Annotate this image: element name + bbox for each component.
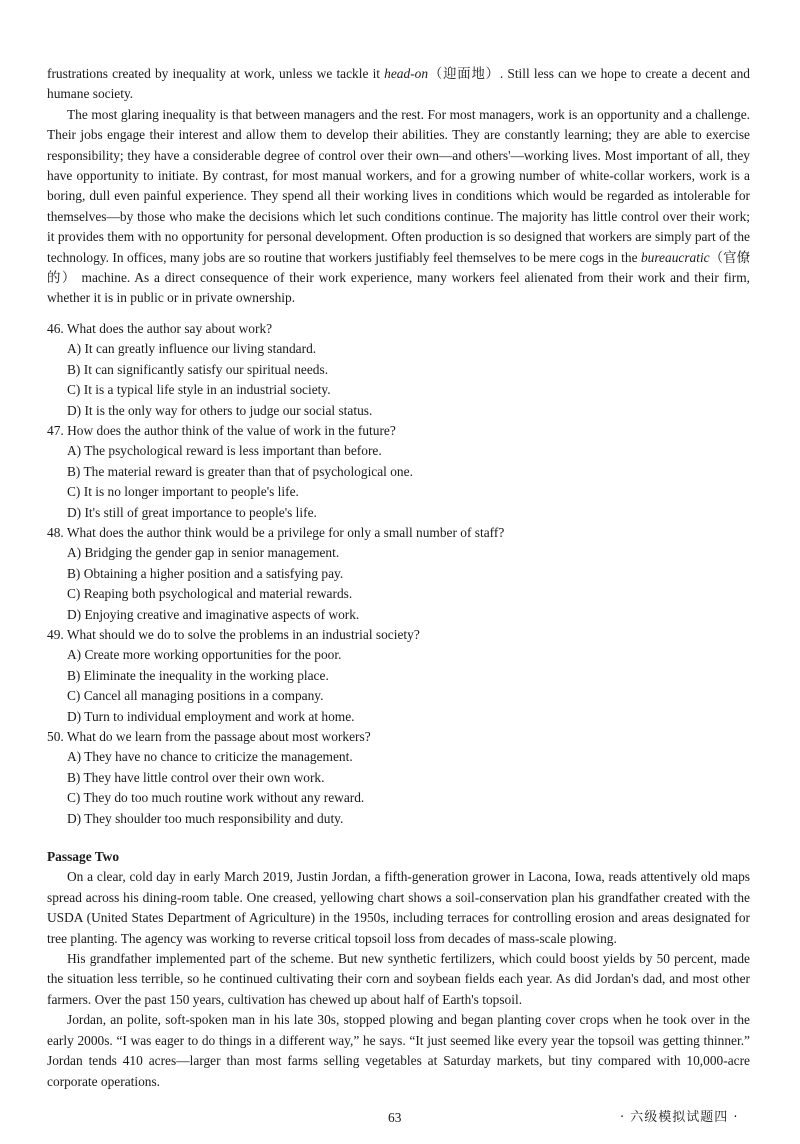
question-stem: 47. How does the author think of the value of work in the future? [47, 422, 396, 438]
question-stem: 48. What does the author think would be a privilege for only a small number of staff? [47, 524, 505, 540]
option-b: B) It can significantly satisfy our spiritual needs. [67, 361, 329, 377]
option-a: A) Bridging the gender gap in senior management. [67, 545, 340, 561]
passage1-paragraph-tail: frustrations created by inequality at work, unless we tackle it head-on（迎面地）. Still less can we hope to create a decent and humane society. [47, 66, 751, 102]
option-a: A) Create more working opportunities for the poor. [67, 647, 342, 663]
question-49 [47, 625, 750, 727]
gloss-head-on: （迎面地） [428, 66, 500, 81]
term-head-on: head-on [384, 66, 429, 81]
option-a: A) It can greatly influence our living standard. [67, 341, 317, 357]
question-stem: 46. What does the author say about work? [47, 320, 273, 336]
option-b: B) The material reward is greater than that of psychological one. [67, 463, 413, 479]
page-footer [0, 1108, 800, 1128]
option-d: D) It is the only way for others to judge our social status. [67, 402, 373, 418]
page-number: 63 [388, 1110, 402, 1125]
option-d: D) Enjoying creative and imaginative aspects of work. [67, 606, 360, 622]
passage1-paragraph-2: The most glaring inequality is that between managers and the rest. For most managers, work is an opportunity and a challenge. Their jobs engage their interest and allow them to develop their abilities. They are constantly learning; they are able to exercise responsibility; they have a considerable degree of control over their own—and others'—working lives. Most important of all, they have opportunity to initiate. By contrast, for most manual workers, and for a growing number of white-collar workers, work is a boring, dull even painful experience. They spend all their working lives in conditions which would be regarded as intolerable for themselves—by those who make the decisions which let such conditions continue. The majority has little control over their work; it provides them with no opportunity for personal development. Often production is so designed that workers are simply part of the technology. In offices, many jobs are so routine that workers justifiably feel themselves to be mere cogs in the bureaucratic（官僚的） machine. As a direct consequence of their work experience, many workers feel alienated from their work and their firm, whether it is in public or in private ownership. [47, 106, 751, 306]
question-50 [47, 727, 750, 829]
passage2-paragraph-3: Jordan, an polite, soft-spoken man in his late 30s, stopped plowing and began planting cover crops when he took over in the early 2000s. “I was eager to do things in a different way,” he says. “It just seemed like every year the topsoil was getting thinner.” Jordan tends 410 acres—larger than most farms selling vegetables at Saturday markets, but tiny compared with 10,000-acre corporate operations. [47, 1012, 750, 1089]
option-a: A) They have no chance to criticize the management. [67, 749, 353, 765]
option-d: D) Turn to individual employment and work at home. [67, 708, 355, 724]
option-d: D) They shoulder too much responsibility and duty. [67, 810, 344, 826]
option-b: B) Obtaining a higher position and a satisfying pay. [67, 565, 344, 581]
question-list [47, 319, 750, 829]
option-c: C) They do too much routine work without any reward. [67, 790, 365, 806]
passage2-paragraph-2: His grandfather implemented part of the scheme. But new synthetic fertilizers, which could boost yields by 50 percent, made the situation less terrible, so he continued cultivating their corn and soybean fields each year. As did Jordan's dad, and most other farmers. Over the past 150 years, cultivation has chewed up about half of Earth's topsoil. [47, 951, 750, 1007]
option-a: A) The psychological reward is less important than before. [67, 443, 382, 459]
question-stem: 50. What do we learn from the passage about most workers? [47, 729, 371, 744]
option-c: C) It is a typical life style in an industrial society. [67, 382, 331, 398]
question-46 [47, 319, 750, 421]
series-label: · 六级模拟试题四 · [620, 1110, 739, 1125]
term-bureaucratic: bureaucratic [640, 249, 710, 265]
page-content [47, 64, 750, 1092]
question-47 [47, 421, 750, 523]
passage2-paragraph-1: On a clear, cold day in early March 2019, Justin Jordan, a fifth-generation grower in Lacona, Iowa, reads attentively old maps spread across his dining-room table. One creased, yellowing chart shows a soil-conservation plan his grandfather created with the USDA (United States Department of Agriculture) in the 1950s, including terraces for controlling erosion and areas designated for tree planting. The agency was working to reverse critical topsoil loss from decades of mass-scale plowing. [47, 869, 750, 946]
option-c: C) Reaping both psychological and material rewards. [67, 586, 353, 602]
question-stem: 49. What should we do to solve the problems in an industrial society? [47, 626, 420, 642]
gloss-bureaucratic: （官僚的） [47, 249, 751, 286]
option-d: D) It's still of great importance to people's life. [67, 504, 317, 520]
option-b: B) They have little control over their own work. [67, 769, 325, 785]
passage-two-title: Passage Two [47, 849, 120, 865]
option-c: C) Cancel all managing positions in a company. [67, 688, 324, 704]
option-b: B) Eliminate the inequality in the working place. [67, 667, 329, 683]
option-c: C) It is no longer important to people's life. [67, 484, 299, 500]
question-48 [47, 523, 750, 625]
